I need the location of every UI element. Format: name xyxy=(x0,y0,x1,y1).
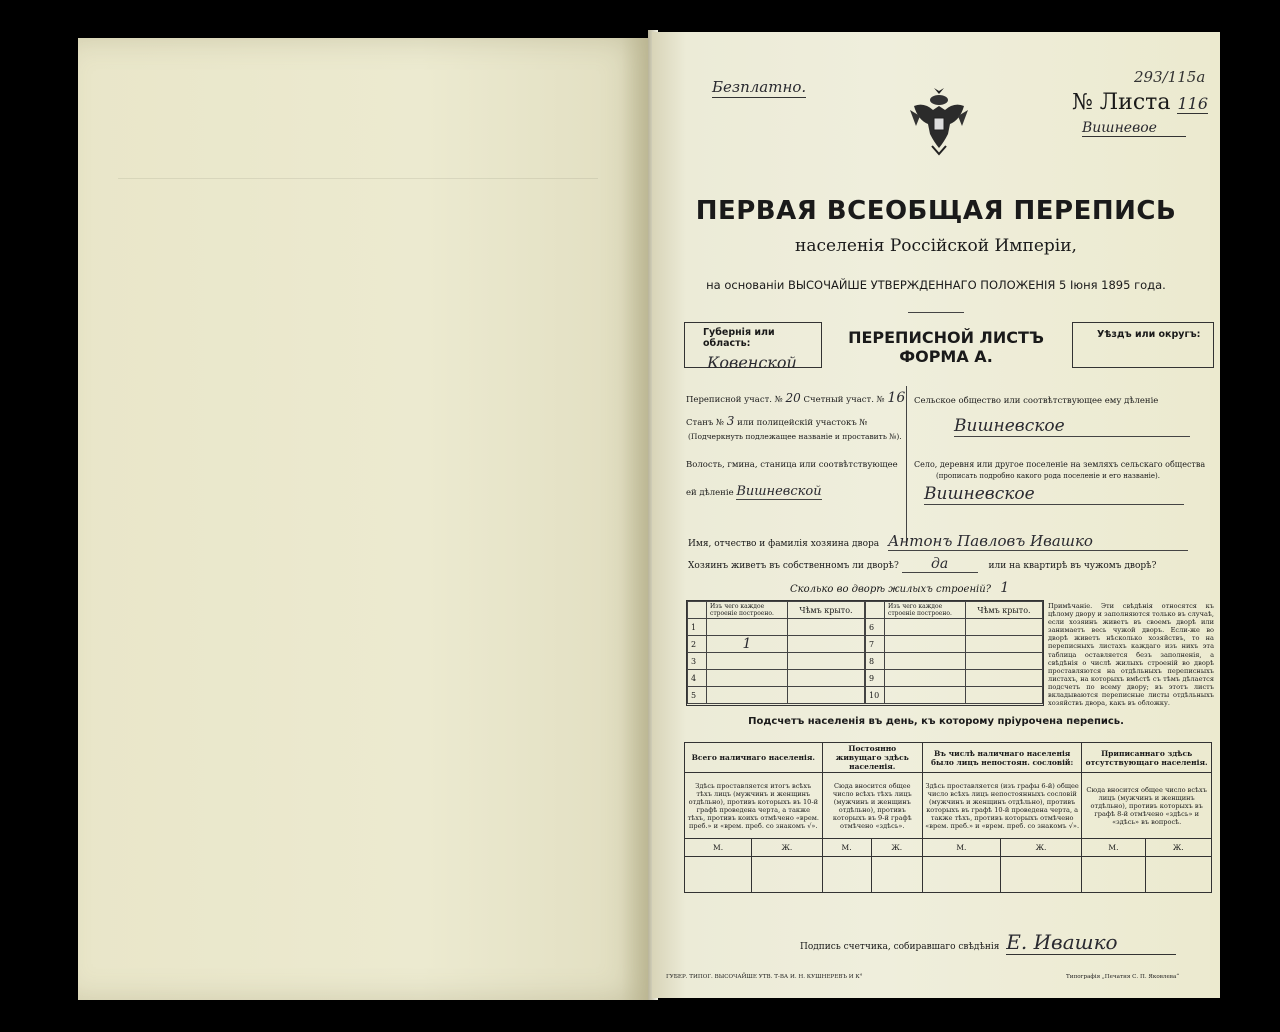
female-header: Ж. xyxy=(752,839,822,857)
female-header: Ж. xyxy=(1000,839,1082,857)
buildings-row xyxy=(790,580,1009,596)
row-number: 10 xyxy=(866,687,885,704)
rented-label: или на квартирѣ въ чужомъ дворѣ? xyxy=(988,561,1157,571)
pop-col-head: Приписаннаго здѣсь отсутствующаго населенія. xyxy=(1082,743,1212,773)
archive-number: 293/115а xyxy=(1134,68,1206,86)
signature-label: Подпись счетчика, собиравшаго свѣдѣнія xyxy=(800,942,1000,952)
pop-col-desc: Здѣсь проставляется итогъ всѣхъ тѣхъ лицъ (мужчинъ и женщинъ отдѣльно), противъ которыхъ въ 10-й графѣ проведена черта, а также тѣхъ, противъ коихъ отмѣчено «врем. преб.» и «врем. преб. со знакомъ √». xyxy=(685,773,823,839)
structures-table xyxy=(686,600,1044,706)
pop-col-desc: Сюда вносится общее число всѣхъ лицъ (мужчинъ и женщинъ отдѣльно), противъ которыхъ въ графѣ 8-й отмѣчено «здѣсь» и «здѣсь» въ вопросѣ. xyxy=(1082,773,1212,839)
signature-row xyxy=(800,930,1176,955)
form-title-line1: ПЕРЕПИСНОЙ ЛИСТЪ xyxy=(848,328,1044,347)
owner-name-row xyxy=(688,532,1188,551)
volost-value: Вишневской xyxy=(736,484,822,499)
row-number: 1 xyxy=(688,619,707,636)
own-yard-value: да xyxy=(902,556,978,573)
counting-district-label: Счетный участ. № xyxy=(803,395,885,405)
pop-col-head: Всего наличнаго населенія. xyxy=(685,743,823,773)
form-title-line2: ФОРМА А. xyxy=(899,347,993,366)
col-roof: Чѣмъ крыто. xyxy=(788,602,865,619)
pop-col-head: Постоянно живущаго здѣсь населенія. xyxy=(822,743,922,773)
printer-right: Типографія „Печатня С. П. Яковлева“ xyxy=(1066,974,1180,980)
sheet-number-row xyxy=(1072,90,1208,115)
police-label: или полицейскій участокъ № xyxy=(737,418,868,428)
male-header: М. xyxy=(685,839,752,857)
volost-label-2: ей дѣленіе xyxy=(686,488,734,498)
female-header: Ж. xyxy=(871,839,922,857)
population-title: Подсчетъ населенія въ день, къ которому пріурочена перепись. xyxy=(748,716,1124,727)
village-note: (прописать подробно какого рода поселеніе и его названіе). xyxy=(936,472,1160,480)
society-label: Сельское общество или соотвѣтствующее ему дѣленіе xyxy=(914,396,1159,406)
village-fields xyxy=(914,386,1214,546)
owner-name-label: Имя, отчество и фамилія хозяина двора xyxy=(688,539,880,549)
row-number: 8 xyxy=(866,653,885,670)
row-number: 2 xyxy=(688,636,707,653)
row-number: 7 xyxy=(866,636,885,653)
stan-label: Станъ № xyxy=(686,418,725,428)
gubernia-label: Губернія или область: xyxy=(703,327,775,349)
male-header: М. xyxy=(1082,839,1145,857)
male-header: М. xyxy=(923,839,1001,857)
structures-left xyxy=(687,601,865,704)
col-material: Изъ чего каждое строеніе построено. xyxy=(885,602,966,619)
printer-left: ГУБЕР. ТИПОГ. ВЫСОЧАЙШЕ УТВ. Т-ВА И. Н. КУШНЕРЕВЪ И К° xyxy=(666,974,863,980)
gubernia-value: Ковенской xyxy=(707,353,797,372)
village-value: Вишневское xyxy=(924,484,1184,505)
society-value: Вишневское xyxy=(954,416,1190,437)
pop-col-head: Въ числѣ наличнаго населенія было лицъ непостоян. сословій: xyxy=(923,743,1082,773)
census-district-row xyxy=(686,390,905,406)
stan-value: 3 xyxy=(726,414,735,428)
volost-label: Волость, гмина, станица или соотвѣтствующее xyxy=(686,460,898,470)
counting-district-value: 16 xyxy=(887,390,906,406)
police-note: (Подчеркнуть подлежащее названіе и проставить №). xyxy=(688,432,902,441)
row-number: 6 xyxy=(866,619,885,636)
village-handwritten: Вишневое xyxy=(1082,120,1186,137)
row-number: 4 xyxy=(688,670,707,687)
own-yard-row xyxy=(688,556,1156,573)
census-district-value: 20 xyxy=(785,391,801,405)
pop-col-desc: Здѣсь проставляется (изъ графы 6-й) общее число всѣхъ лицъ непостоянныхъ сословій (мужчинъ и женщинъ отдѣльно), противъ которыхъ въ графѣ 10-й проведена черта, а также тѣхъ, противъ которыхъ отмѣчено «врем. преб.» и «врем. преб. со знакомъ √». xyxy=(923,773,1082,839)
female-header: Ж. xyxy=(1145,839,1211,857)
uezd-box xyxy=(1072,322,1214,368)
stan-row xyxy=(686,414,867,428)
imperial-eagle-icon xyxy=(908,86,970,156)
structure-value: 1 xyxy=(707,636,788,653)
gubernia-box xyxy=(684,322,822,372)
uezd-label: Уѣздъ или округъ: xyxy=(1097,329,1201,340)
buildings-value: 1 xyxy=(1000,580,1010,596)
col-roof: Чѣмъ крыто. xyxy=(966,602,1043,619)
left-page xyxy=(78,38,650,1000)
census-form-page xyxy=(652,32,1220,998)
structures-right xyxy=(865,601,1043,704)
note-text: Примѣчаніе. Эти свѣдѣнія относятся къ цѣлому двору и заполняются только въ случаѣ, если хозяинъ живетъ въ своемъ дворѣ или занимаетъ весь чужой дворъ. Если-же во дворѣ живетъ нѣсколько хозяйствъ, то на переписныхъ листахъ каждаго изъ нихъ эта таблица оставляется безъ заполненія, а свѣдѣнія о числѣ жилыхъ строеній во дворѣ проставляются на отдѣльныхъ переписныхъ листахъ, на которыхъ вмѣстѣ съ тѣмъ дѣлается подсчетъ по всему двору; въ этотъ листъ вкладываются переписные листы отдѣльныхъ хозяйствъ двора, какъ въ обложку. xyxy=(1048,602,1214,708)
divider xyxy=(908,312,964,313)
row-number: 3 xyxy=(688,653,707,670)
form-main-title: ПЕРВАЯ ВСЕОБЩАЯ ПЕРЕПИСЬ xyxy=(695,196,1177,226)
form-title-box xyxy=(820,322,1072,374)
row-number: 9 xyxy=(866,670,885,687)
own-yard-label: Хозяинъ живетъ въ собственномъ ли дворѣ? xyxy=(688,561,899,571)
census-district-label: Переписной участ. № xyxy=(686,395,783,405)
row-number: 5 xyxy=(688,687,707,704)
col-material: Изъ чего каждое строеніе построено. xyxy=(707,602,788,619)
buildings-label: Сколько во дворѣ жилыхъ строеній? xyxy=(790,584,992,595)
district-fields xyxy=(684,386,907,546)
form-subtitle: населенія Россійской Имперіи, xyxy=(795,236,1077,256)
bleed-through-area xyxy=(118,98,598,179)
pop-col-desc: Сюда вносится общее число всѣхъ тѣхъ лицъ (мужчинъ и женщинъ отдѣльно), противъ которыхъ въ 9-й графѣ отмѣчено «здѣсь». xyxy=(822,773,922,839)
free-label: Безплатно. xyxy=(712,78,807,96)
volost-row xyxy=(686,484,822,499)
sheet-number-value: 116 xyxy=(1177,94,1208,113)
village-label: Село, деревня или другое поселеніе на земляхъ сельскаго общества xyxy=(914,460,1206,469)
form-legal-basis: на основаніи ВЫСОЧАЙШЕ УТВЕРЖДЕННАГО ПОЛОЖЕНІЯ 5 Іюня 1895 года. xyxy=(706,278,1166,292)
owner-name-value: Антонъ Павловъ Ивашко xyxy=(888,532,1188,551)
signature-value: Е. Ивашко xyxy=(1006,930,1176,955)
sheet-number-label: № Листа xyxy=(1072,90,1171,115)
male-header: М. xyxy=(822,839,871,857)
population-table xyxy=(684,742,1212,893)
